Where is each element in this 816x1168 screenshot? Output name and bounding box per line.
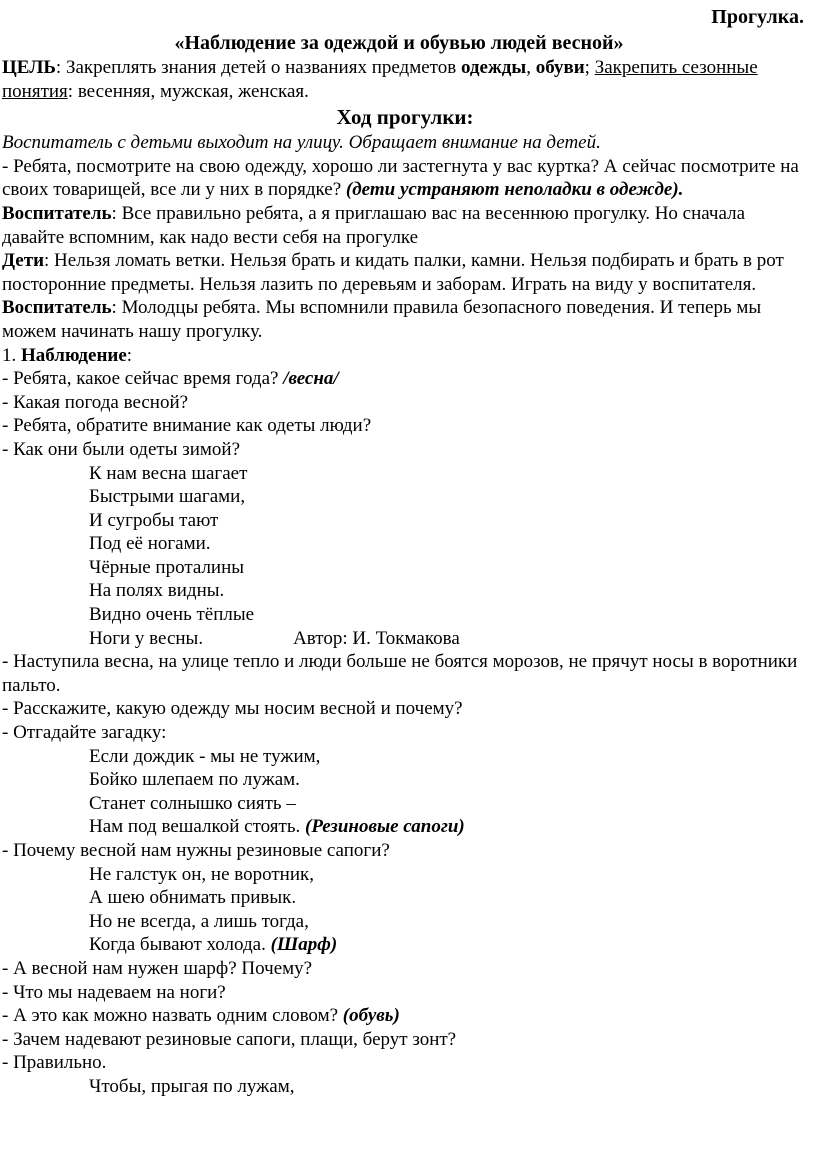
riddle-answer: (Шарф) bbox=[270, 934, 338, 956]
question-answer: /весна/ bbox=[283, 368, 339, 390]
paragraph-text: : Нельзя ломать ветки. Нельзя брать и кидать палки, камни. Нельзя подбирать и брать в рот посторонние предметы. Нельзя лазить по деревьям и заборам. Играть на виду у воспитателя. bbox=[2, 250, 784, 295]
question-text: - А это как можно назвать одним словом? bbox=[2, 1005, 343, 1027]
question-line: - Зачем надевают резиновые сапоги, плащи, берут зонт? bbox=[2, 1028, 457, 1050]
riddle-line-last bbox=[89, 815, 808, 839]
question-line: - Почему весной нам нужны резиновые сапоги? bbox=[2, 840, 390, 861]
poem-author: Автор: И. Токмакова bbox=[293, 627, 460, 649]
goal-bold-clothes: одежды bbox=[460, 57, 527, 78]
riddle-line: А шею обнимать привык. bbox=[89, 887, 297, 909]
observation-colon: : bbox=[126, 344, 133, 366]
riddle-boots bbox=[2, 745, 808, 839]
question-line: - А весной нам нужен шарф? Почему? bbox=[2, 957, 313, 979]
paragraph-text: - Ребята, посмотрите на свою одежду, хорошо ли застегнута у вас куртка? А сейчас посмотрите на своих товарищей, все ли у них в порядке? bbox=[2, 155, 799, 201]
question-line: - Какая погода весной? bbox=[2, 391, 189, 413]
question-line: - Что мы надеваем на ноги? bbox=[2, 981, 226, 1003]
poem-line: Чёрные проталины bbox=[89, 556, 245, 578]
riddle-line: Станет солнышко сиять – bbox=[89, 792, 296, 814]
question-line: - Расскажите, какую одежду мы носим весной и почему? bbox=[2, 698, 463, 720]
section-heading: Ход прогулки: bbox=[336, 105, 474, 130]
goal-semicolon: ; bbox=[584, 57, 595, 78]
observation-heading bbox=[2, 344, 808, 368]
goal-paragraph bbox=[2, 56, 808, 103]
paragraph-teacher-1 bbox=[2, 202, 808, 249]
paragraph-check-clothes bbox=[2, 155, 808, 202]
intro-paragraph: Воспитатель с детьми выходит на улицу. Обращает внимание на детей. bbox=[2, 132, 601, 154]
question-line: - Ребята, обратите внимание как одеты люди? bbox=[2, 415, 372, 437]
riddle-line-text: Нам под вешалкой стоять. bbox=[89, 816, 305, 838]
goal-bold-shoes: обуви bbox=[535, 57, 585, 78]
document-label: Прогулка. bbox=[711, 6, 804, 28]
speaker-label: Дети bbox=[2, 250, 45, 272]
goal-comma: , bbox=[526, 57, 536, 78]
paragraph-text: : Все правильно ребята, а я приглашаю вас на весеннюю прогулку. Но сначала давайте вспомним, как надо вести себя на прогулке bbox=[2, 202, 746, 248]
poem-line-last bbox=[89, 627, 808, 651]
riddle-line-text: Когда бывают холода. bbox=[89, 934, 271, 956]
riddle-line: Не галстук он, не воротник, bbox=[89, 863, 314, 885]
poem-line: Под её ногами. bbox=[89, 533, 211, 555]
riddle-line: Если дождик - мы не тужим, bbox=[89, 745, 321, 767]
poem-line: К нам весна шагает bbox=[89, 462, 248, 484]
question-line: - Отгадайте загадку: bbox=[2, 722, 167, 744]
speaker-label: Воспитатель bbox=[2, 297, 112, 319]
observation-label: Наблюдение bbox=[21, 344, 127, 366]
paragraph-note: (дети устраняют неполадки в одежде). bbox=[345, 179, 684, 201]
paragraph-spring: - Наступила весна, на улице тепло и люди больше не боятся морозов, не прячут носы в воротники пальто. bbox=[2, 651, 798, 696]
goal-label: ЦЕЛЬ bbox=[2, 57, 56, 78]
riddle-scarf bbox=[2, 863, 808, 957]
poem-line-text: Ноги у весны. bbox=[89, 627, 204, 649]
poem-line: Быстрыми шагами, bbox=[89, 486, 246, 508]
paragraph-text: : Молодцы ребята. Мы вспомнили правила безопасного поведения. И теперь мы можем начинать нашу прогулку. bbox=[2, 297, 762, 342]
observation-number: 1. bbox=[2, 344, 21, 366]
riddle-answer: (Резиновые сапоги) bbox=[305, 816, 465, 838]
question-line bbox=[2, 1004, 808, 1028]
riddle-line-last bbox=[89, 933, 808, 957]
goal-text-1: : Закреплять знания детей о названиях предметов bbox=[55, 57, 461, 78]
poem-line: На полях видны. bbox=[89, 580, 225, 602]
question-text: - Ребята, какое сейчас время года? bbox=[2, 368, 284, 390]
question-answer: (обувь) bbox=[342, 1005, 400, 1027]
document-title: «Наблюдение за одеждой и обувью людей весной» bbox=[174, 32, 624, 54]
goal-text-2: : весенняя, мужская, женская. bbox=[67, 80, 309, 102]
goal-underlined: Закрепить сезонные понятия bbox=[2, 57, 758, 102]
poem-line: Чтобы, прыгая по лужам, bbox=[89, 1075, 295, 1097]
paragraph-children bbox=[2, 249, 808, 296]
poem-spring bbox=[2, 462, 808, 651]
question-line: - Как они были одеты зимой? bbox=[2, 438, 241, 460]
poem-line: Видно очень тёплые bbox=[89, 604, 255, 626]
poem-line: И сугробы тают bbox=[89, 509, 219, 531]
riddle-line: Бойко шлепаем по лужам. bbox=[89, 769, 300, 791]
paragraph-teacher-2 bbox=[2, 296, 808, 343]
poem-puddles bbox=[2, 1075, 808, 1099]
question-line: - Правильно. bbox=[2, 1052, 107, 1074]
question-line bbox=[2, 367, 808, 391]
speaker-label: Воспитатель bbox=[2, 202, 112, 224]
riddle-line: Но не всегда, а лишь тогда, bbox=[89, 910, 309, 932]
